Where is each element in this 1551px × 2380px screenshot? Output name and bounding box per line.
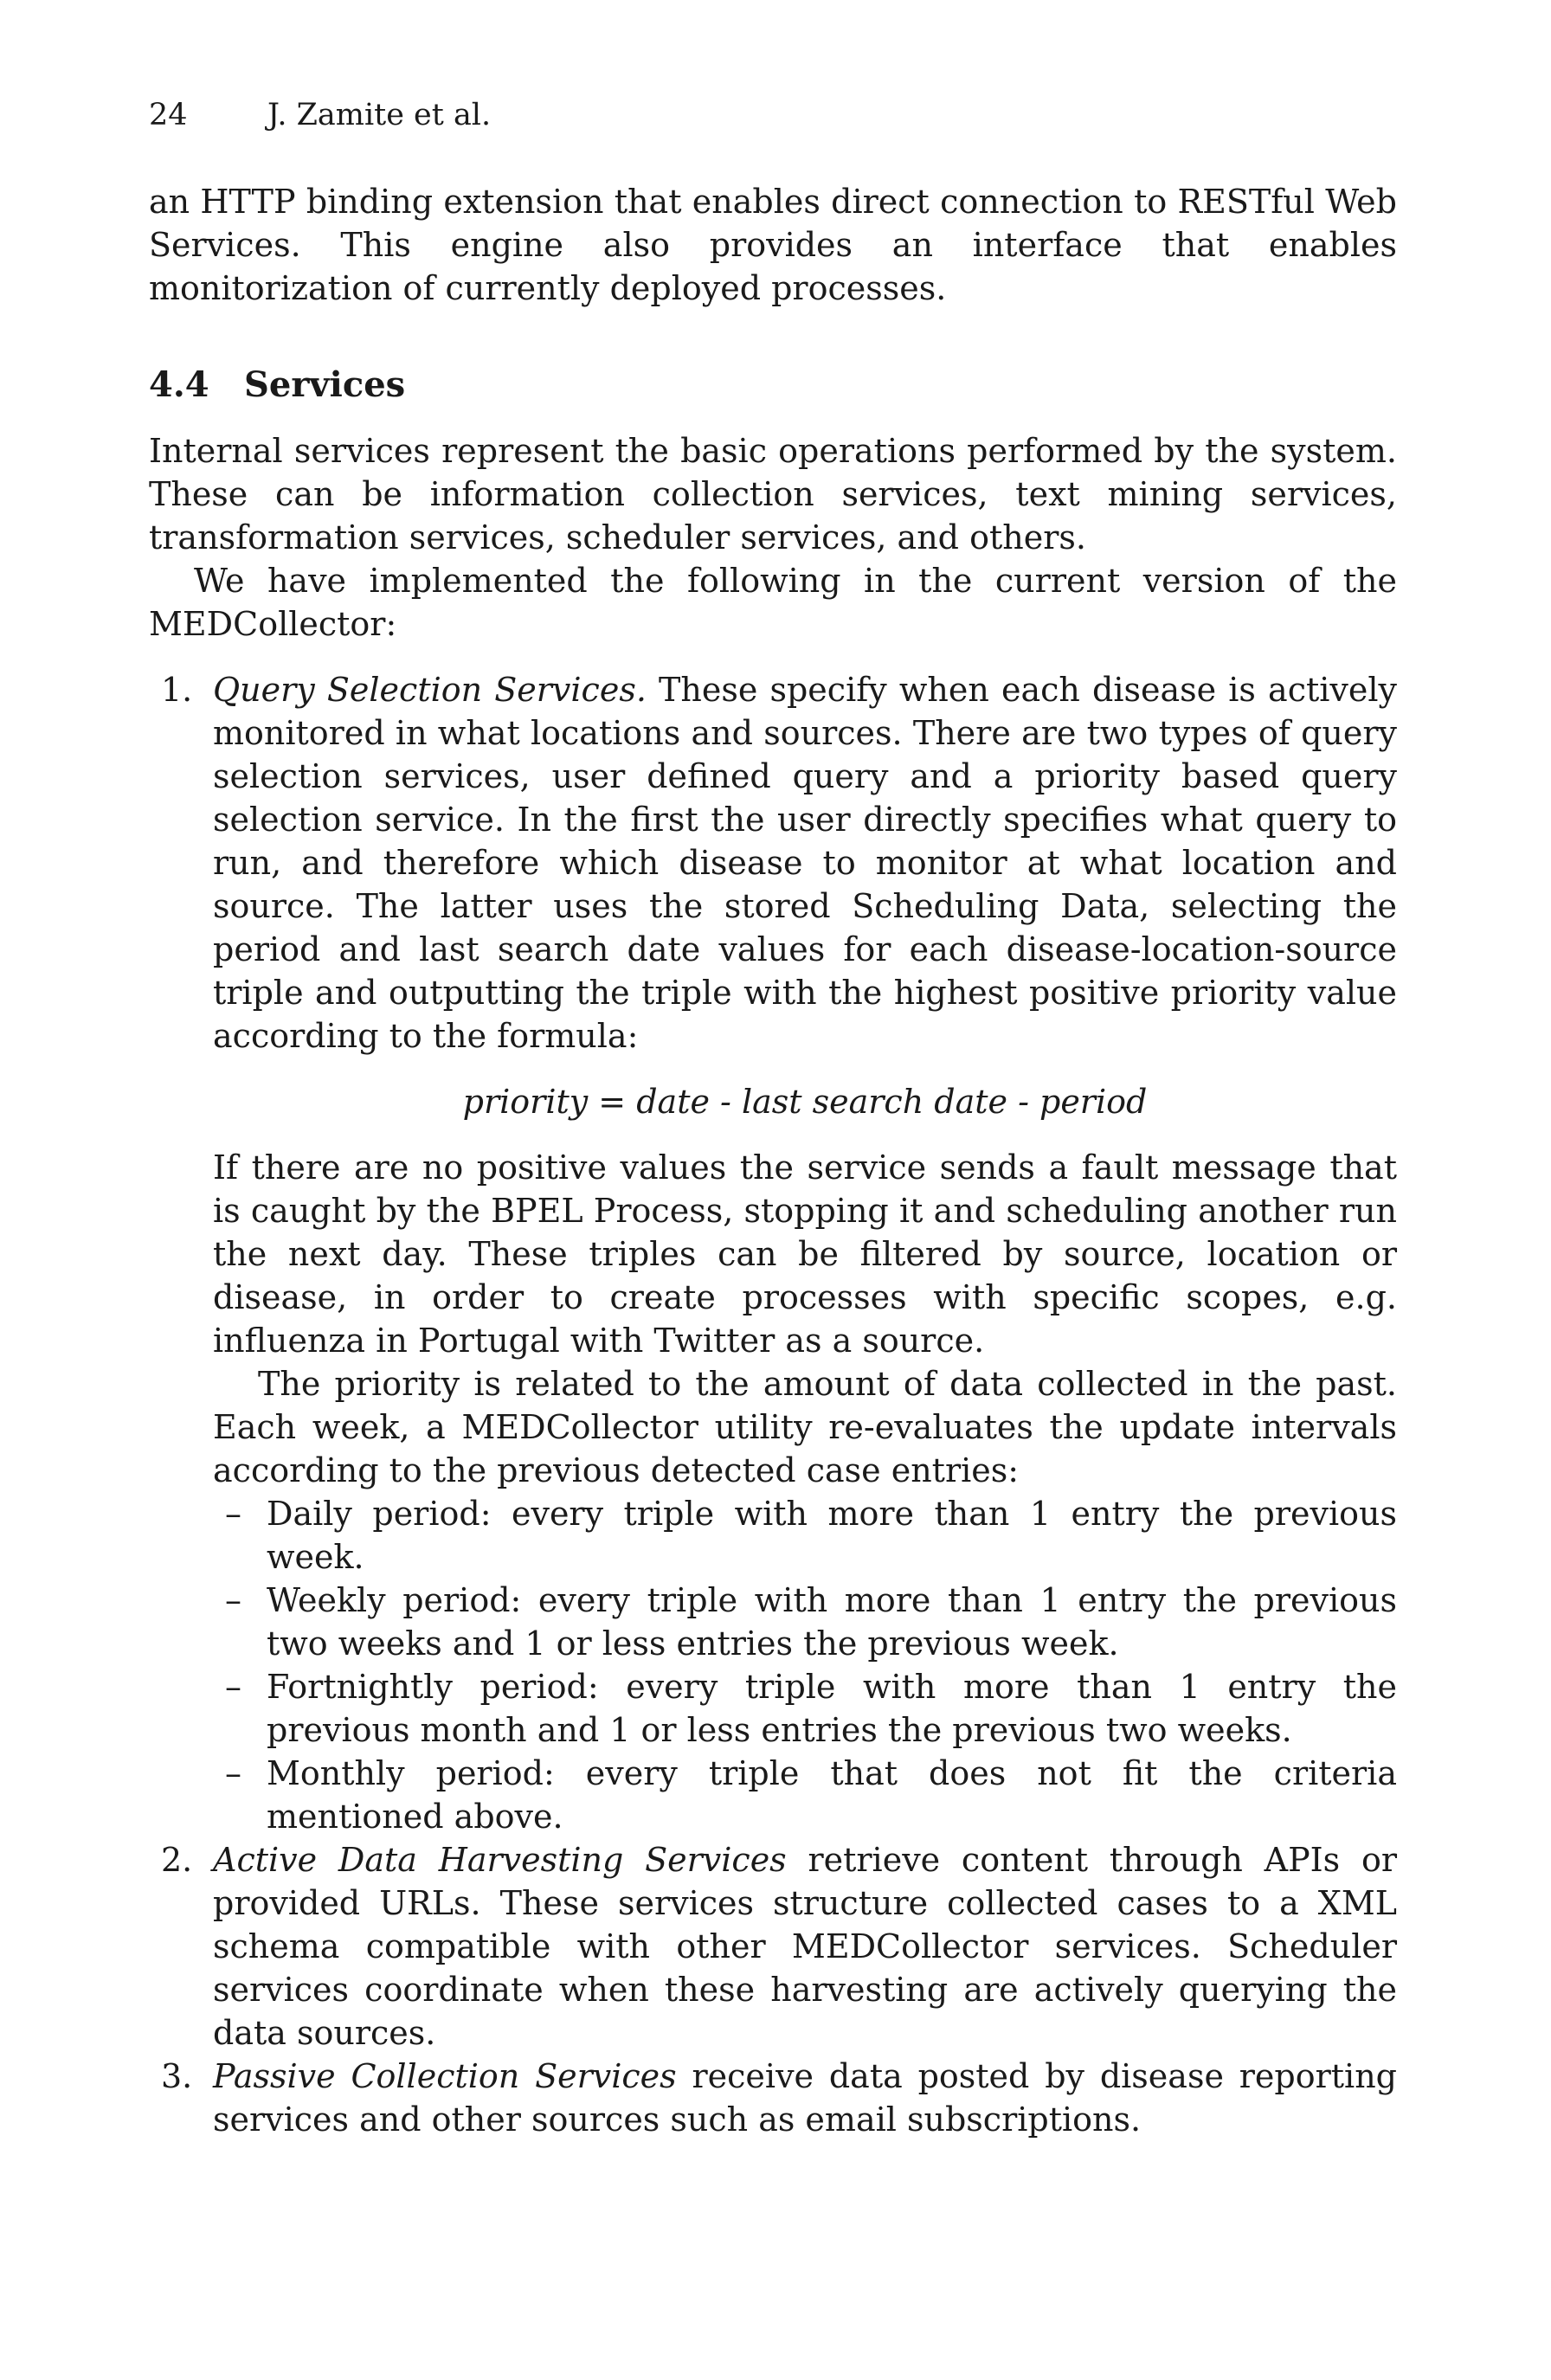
- running-head-authors: J. Zamite et al.: [267, 98, 492, 132]
- list-item-monthly: [213, 1752, 1397, 1838]
- list-marker: 1.: [161, 671, 193, 709]
- period-text: Weekly period: every triple with more than 1 entry the previous two weeks and 1 or less entries the previous week.: [267, 1581, 1397, 1663]
- section-heading: [149, 363, 1397, 407]
- list-marker: 3.: [161, 2057, 193, 2095]
- list-item-weekly: [213, 1579, 1397, 1665]
- period-text: Monthly period: every triple that does not fit the criteria mentioned above.: [267, 1754, 1397, 1836]
- list-item-text: receive data posted by disease reporting services and other sources such as email subscriptions.: [213, 2057, 1397, 2139]
- intro-paragraph: an HTTP binding extension that enables direct connection to RESTful Web Services. This engine also provides an interface that enables monitorization of currently deployed processes.: [149, 183, 1397, 307]
- section-paragraph-1: Internal services represent the basic operations performed by the system. These can be information collection services, text mining services, transformation services, scheduler services, and others.: [149, 432, 1397, 556]
- period-text: Fortnightly period: every triple with more than 1 entry the previous month and 1 or less entries the previous two weeks.: [267, 1668, 1397, 1749]
- list-item-body: [213, 668, 1397, 1058]
- list-item-title: Active Data Harvesting Services: [213, 1841, 787, 1879]
- dash-marker: –: [225, 1668, 241, 1706]
- list-item-passive-collection: [149, 2055, 1397, 2141]
- running-head: [149, 93, 1397, 137]
- list-item-text: These specify when each disease is actively monitored in what locations and sources. There are two types of query selection services, user defined query and a priority based query selection service. In the first the user directly specifies what query to run, and therefore which disease to monitor at what location and source. The latter uses the stored Scheduling Data, selecting the period and last search date values for each disease-location-source triple and outputting the triple with the highest positive priority value according to the formula:: [213, 671, 1397, 1055]
- list-item-body: [213, 1838, 1397, 2055]
- priority-paragraph: The priority is related to the amount of data collected in the past. Each week, a MEDCollector utility re-evaluates the update intervals according to the previous detected case entries:: [213, 1365, 1397, 1489]
- list-item-body: [213, 2055, 1397, 2141]
- list-item-daily: [213, 1492, 1397, 1579]
- list-item-title: Passive Collection Services: [213, 2057, 677, 2095]
- period-text: Daily period: every triple with more than 1 entry the previous week.: [267, 1495, 1397, 1576]
- list-item-text: retrieve content through APIs or provided URLs. These services structure collected cases to a XML schema compatible with other MEDCollector services. Scheduler services coordinate when these harvesting are actively querying the data sources.: [213, 1841, 1397, 2052]
- dash-marker: –: [225, 1581, 241, 1619]
- period-list: [213, 1492, 1397, 1838]
- section-paragraph-2: We have implemented the following in the current version of the MEDCollector:: [149, 562, 1397, 643]
- paper-page: [149, 93, 1397, 2141]
- after-formula-paragraph: If there are no positive values the service sends a fault message that is caught by the BPEL Process, stopping it and scheduling another run the next day. These triples can be filtered by source, location or disease, in order to create processes with specific scopes, e.g. influenza in Portugal with Twitter as a source.: [213, 1148, 1397, 1360]
- page-number: 24: [149, 98, 188, 132]
- list-item-query-selection: [149, 668, 1397, 1838]
- services-list: [149, 668, 1397, 2141]
- dash-marker: –: [225, 1495, 241, 1533]
- priority-formula: priority = date - last search date - period: [462, 1083, 1148, 1121]
- section-number: 4.4: [149, 364, 209, 405]
- list-item-active-harvesting: [149, 1838, 1397, 2055]
- list-item-title: Query Selection Services.: [213, 671, 647, 709]
- list-marker: 2.: [161, 1841, 193, 1879]
- list-item-fortnightly: [213, 1665, 1397, 1752]
- section-title: Services: [244, 364, 406, 405]
- dash-marker: –: [225, 1754, 241, 1792]
